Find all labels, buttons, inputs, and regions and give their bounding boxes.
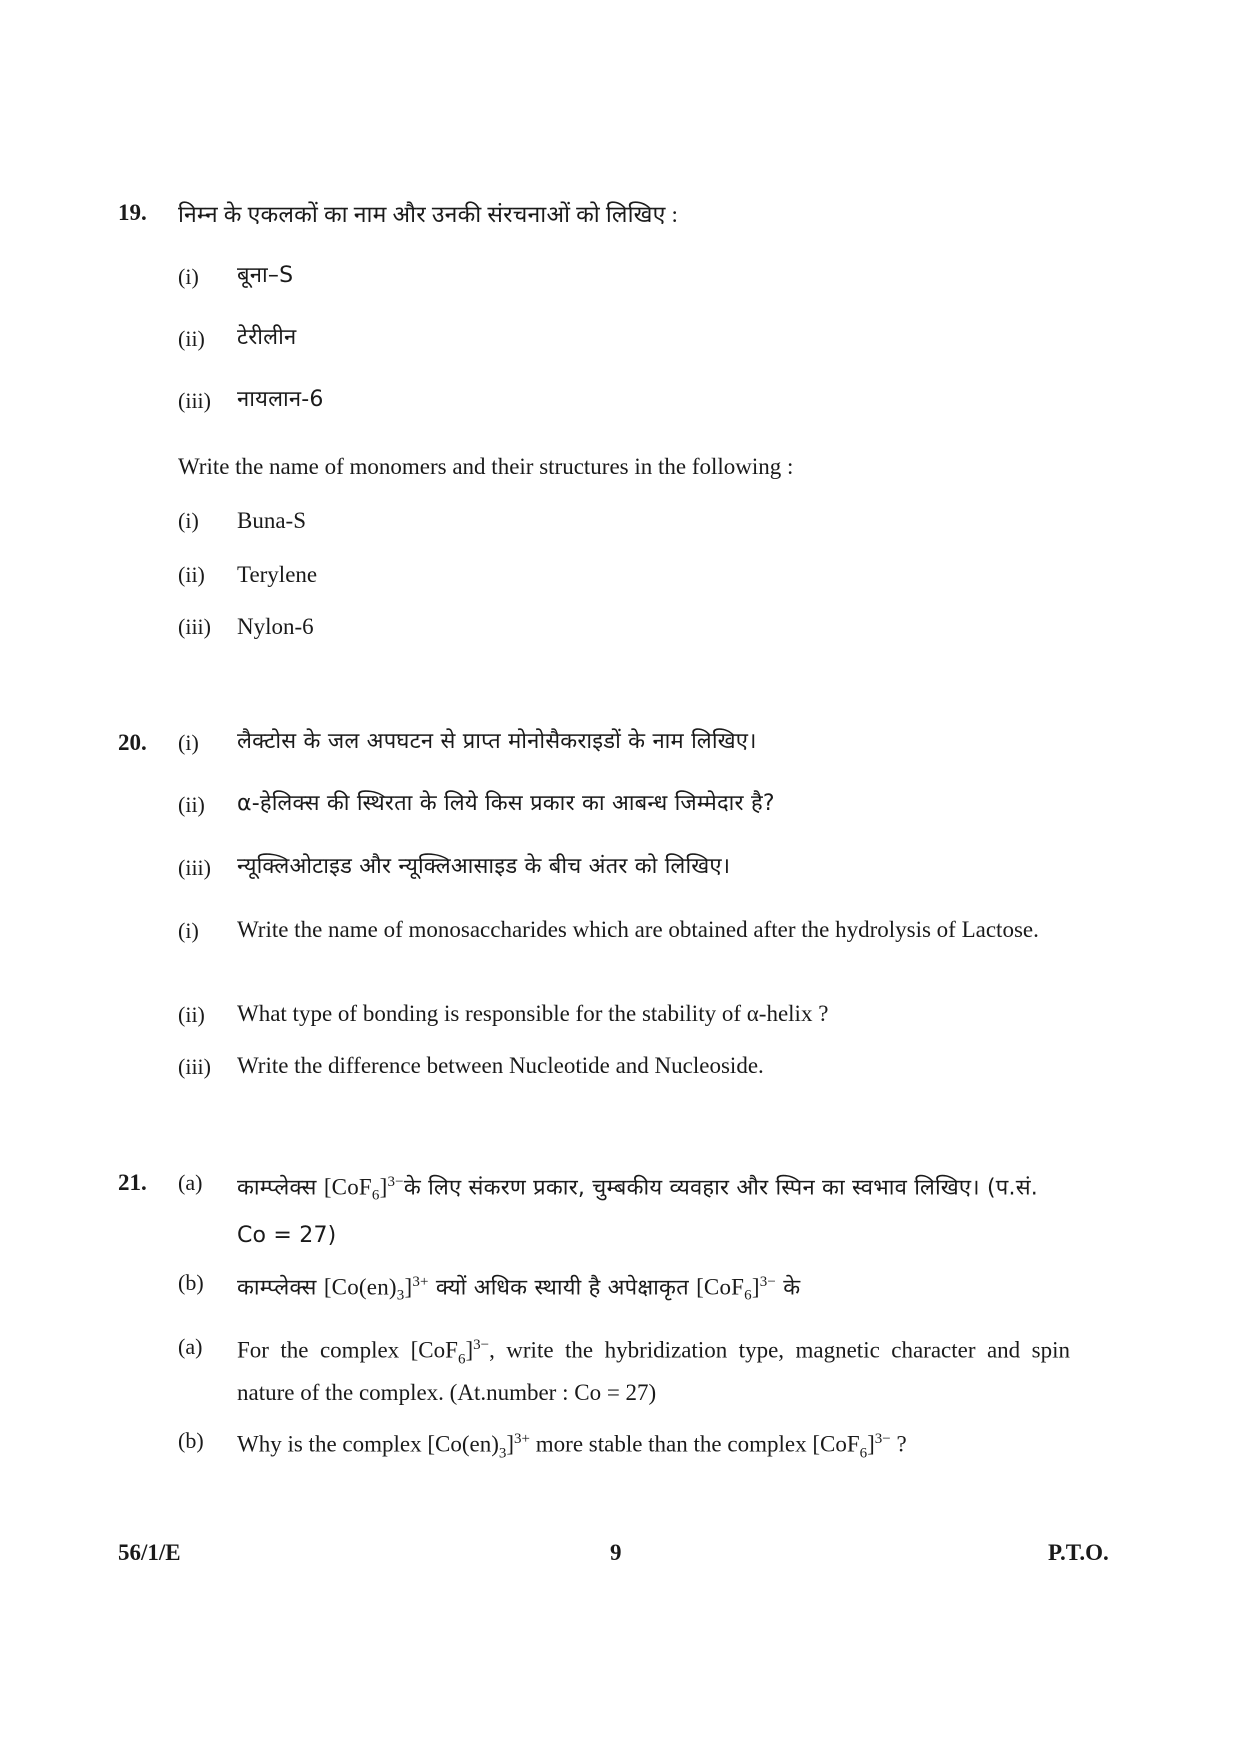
- pto-label: P.T.O.: [1048, 1540, 1109, 1565]
- item-label: (iii): [178, 614, 211, 639]
- question-19-english-lead: Write the name of monomers and their structures in the following :: [178, 454, 794, 479]
- item-text: काम्प्लेक्स $[CoF_6]^{3-}के$ लिए संकरण प्रकार, चुम्बकीय व्यवहार और स्पिन का स्वभाव लिखिए। (प.सं. Co = 27): [237, 1174, 1038, 1248]
- page-number: 9: [610, 1540, 622, 1565]
- question-number: 19.: [118, 200, 147, 225]
- item-text: नायलान-6: [237, 387, 324, 412]
- item-text: Write the difference between Nucleotide and Nucleoside.: [237, 1053, 764, 1078]
- question-number: 20.: [118, 730, 147, 755]
- item-label: (ii): [178, 792, 205, 817]
- item-label: (ii): [178, 1002, 205, 1027]
- item-text: Why is the complex $[Co(en)_3]^{3+}$ more stable than the complex $[CoF_6]^{3-}$ ?: [237, 1431, 907, 1462]
- item-text: Nylon-6: [237, 614, 314, 639]
- item-label: (a): [178, 1170, 203, 1195]
- item-text: टेरीलीन: [237, 325, 297, 350]
- item-text: Terylene: [237, 562, 318, 587]
- item-text: For the complex $[CoF_6]^{3-}$, write the hybridization type, magnetic character and spin nature of the complex. (At.number : Co = 27): [237, 1337, 1070, 1406]
- item-label: (a): [178, 1334, 203, 1359]
- item-label: (i): [178, 264, 199, 289]
- item-text: लैक्टोस के जल अपघटन से प्राप्त मोनोसैकराइडों के नाम लिखिए।: [237, 729, 757, 754]
- item-label: (ii): [178, 562, 205, 587]
- question-19-hindi-lead: निम्न के एकलकों का नाम और उनकी संरचनाओं को लिखिए :: [178, 202, 679, 227]
- item-label: (i): [178, 508, 199, 533]
- item-text: Write the name of monosaccharides which are obtained after the hydrolysis of Lactose.: [237, 917, 1039, 942]
- item-label: (b): [178, 1270, 204, 1295]
- item-label: (i): [178, 918, 199, 943]
- item-label: (iii): [178, 388, 211, 413]
- item-text: α-हेलिक्स की स्थिरता के लिये किस प्रकार का आबन्ध जिम्मेदार है?: [237, 791, 775, 816]
- item-text: न्यूक्लिओटाइड और न्यूक्लिआसाइड के बीच अंतर को लिखिए।: [237, 854, 731, 879]
- item-text: What type of bonding is responsible for the stability of α-helix ?: [237, 1001, 829, 1026]
- item-label: (iii): [178, 1054, 211, 1079]
- paper-code: 56/1/E: [118, 1540, 181, 1565]
- item-label: (ii): [178, 326, 205, 351]
- item-label: (b): [178, 1428, 204, 1453]
- item-label: (iii): [178, 855, 211, 880]
- item-text: बूना–S: [237, 263, 294, 288]
- item-text: Buna-S: [237, 508, 306, 533]
- question-number: 21.: [118, 1170, 147, 1195]
- item-label: (i): [178, 730, 199, 755]
- item-text: काम्प्लेक्स $[Co(en)_3]^{3+}$ क्यों अधिक स्थायी है अपेक्षाकृत $[CoF_6]^{3-}$ के: [237, 1274, 801, 1304]
